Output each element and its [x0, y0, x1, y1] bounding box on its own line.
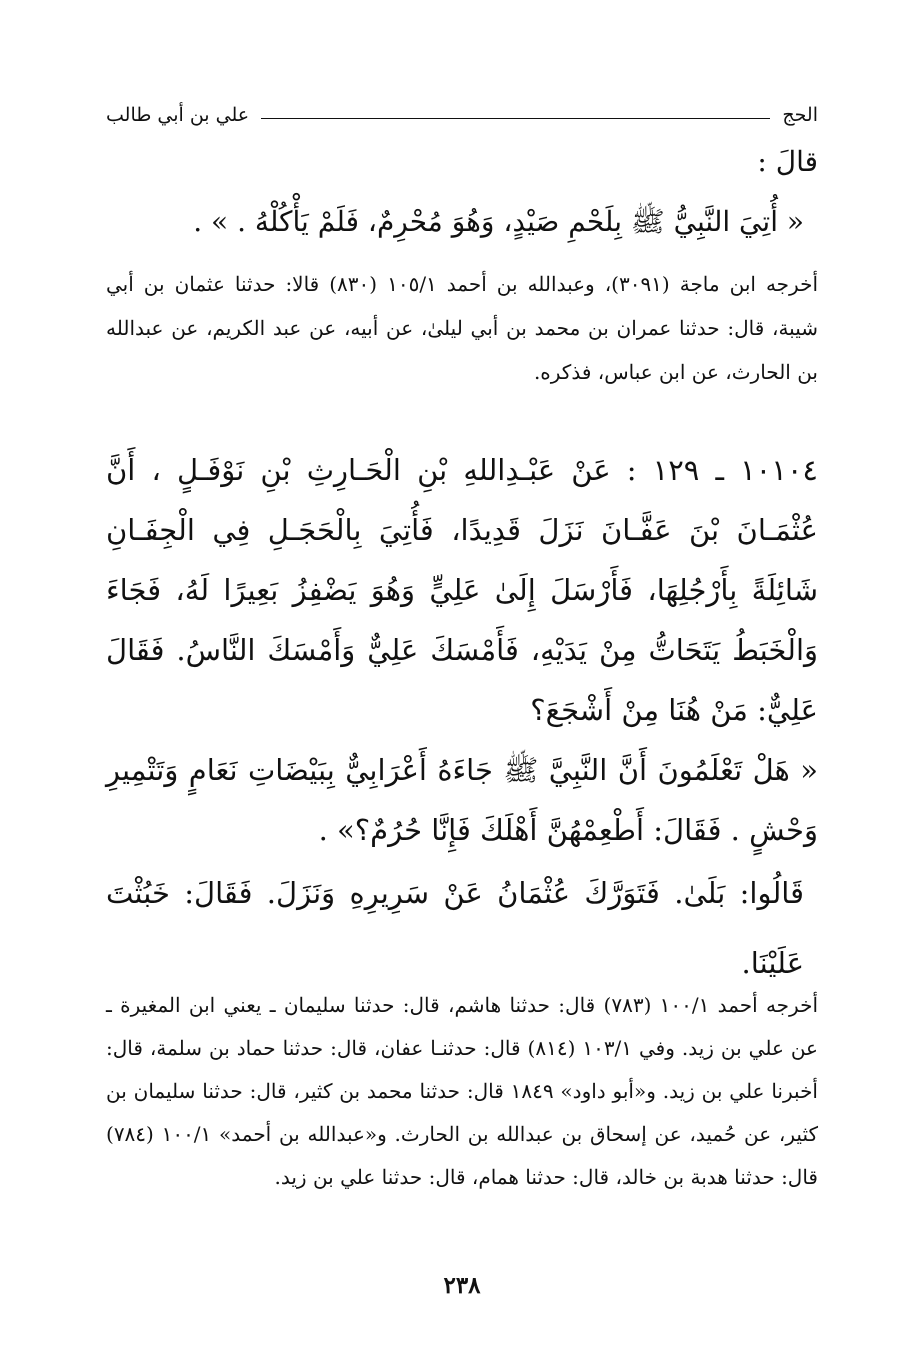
- takhrij-paragraph-2: أخرجه أحمد ١٠٠/١ (٧٨٣) قال: حدثنا هاشم، قال: حدثنا سليمان ـ يعني ابن المغيرة ـ عن علي بن زيد. وفي ١٠٣/١ (٨١٤) قال: حدثنـا عفان، قال: حدثنا حماد بن سلمة، قال: أخبرنا علي بن زيد. و«أبو داود» ١٨٤٩ قال: حدثنا محمد بن كثير، قال: حدثنا سليمان بن كثير، عن حُميد، عن إسحاق بن عبدالله بن الحارث. و«عبدالله بن أحمد» ١٠٠/١ (٧٨٤) قال: حدثنا هدبة بن خالد، قال: حدثنا همام، قال: حدثنا علي بن زيد.: [106, 993, 818, 1189]
- hadith-text-10104: ١٠١٠٤ ـ ١٢٩ : عَنْ عَبْـدِاللهِ بْنِ الْحَـارِثِ بْنِ نَوْفَـلٍ ، أَنَّ عُثْمَـانَ بْنَ عَفَّـانَ نَزَلَ قَدِيدًا، فَأُتِيَ بِالْحَجَـلِ فِي الْجِفَـانِ شَائِلَةً بِأَرْجُلِهَا، فَأَرْسَلَ إِلَىٰ عَلِيٍّ وَهُوَ يَضْفِزُ بَعِيرًا لَهُ، فَجَاءَ وَالْخَبَطُ يَتَحَاتُّ مِنْ يَدَيْهِ، فَأَمْسَكَ عَلِيٌّ وَأَمْسَكَ النَّاسُ. فَقَالَ عَلِيٌّ: مَنْ هُنَا مِنْ أَشْجَعَ؟: [106, 453, 818, 727]
- lead-text: قالَ :: [757, 145, 818, 178]
- hadith-quote-2: « هَلْ تَعْلَمُونَ أَنَّ النَّبِيَّ ﷺ جَاءَهُ أَعْرَابِيٌّ بِبَيْضَاتِ نَعَامٍ وَتَتْمِيرِ وَحْشٍ . فَقَالَ: أَطْعِمْهُنَّ أَهْلَكَ فَإِنَّا حُرُمٌ؟» .: [106, 753, 818, 847]
- header-chapter-title: الحج: [782, 104, 818, 126]
- header-rule: [261, 118, 770, 119]
- takhrij-paragraph-1: أخرجه ابن ماجة (٣٠٩١)، وعبدالله بن أحمد ١٠٥/١ (٨٣٠) قالا: حدثنا عثمان بن أبي شيبة، قال: حدثنا عمران بن محمد بن أبي ليلىٰ، عن أبيه، عن عبد الكريم، عن عبدالله بن الحارث، عن ابن عباس، فذكره.: [106, 272, 818, 384]
- header-section-title: علي بن أبي طالب: [106, 104, 250, 126]
- hadith-quote-1: « أُتِيَ النَّبِيُّ ﷺ بِلَحْمِ صَيْدٍ، وَهُوَ مُحْرِمٌ، فَلَمْ يَأْكُلْهُ . » .: [193, 205, 804, 238]
- hadith-narration-end: قَالُوا: بَلَىٰ. فَتَوَرَّكَ عُثْمَانُ عَنْ سَرِيرِهِ وَنَزَلَ. فَقَالَ: خَبُثْتَ عَلَيْنَا.: [106, 876, 804, 980]
- running-header: [106, 100, 818, 130]
- page-number: ٢٣٨: [443, 1272, 481, 1299]
